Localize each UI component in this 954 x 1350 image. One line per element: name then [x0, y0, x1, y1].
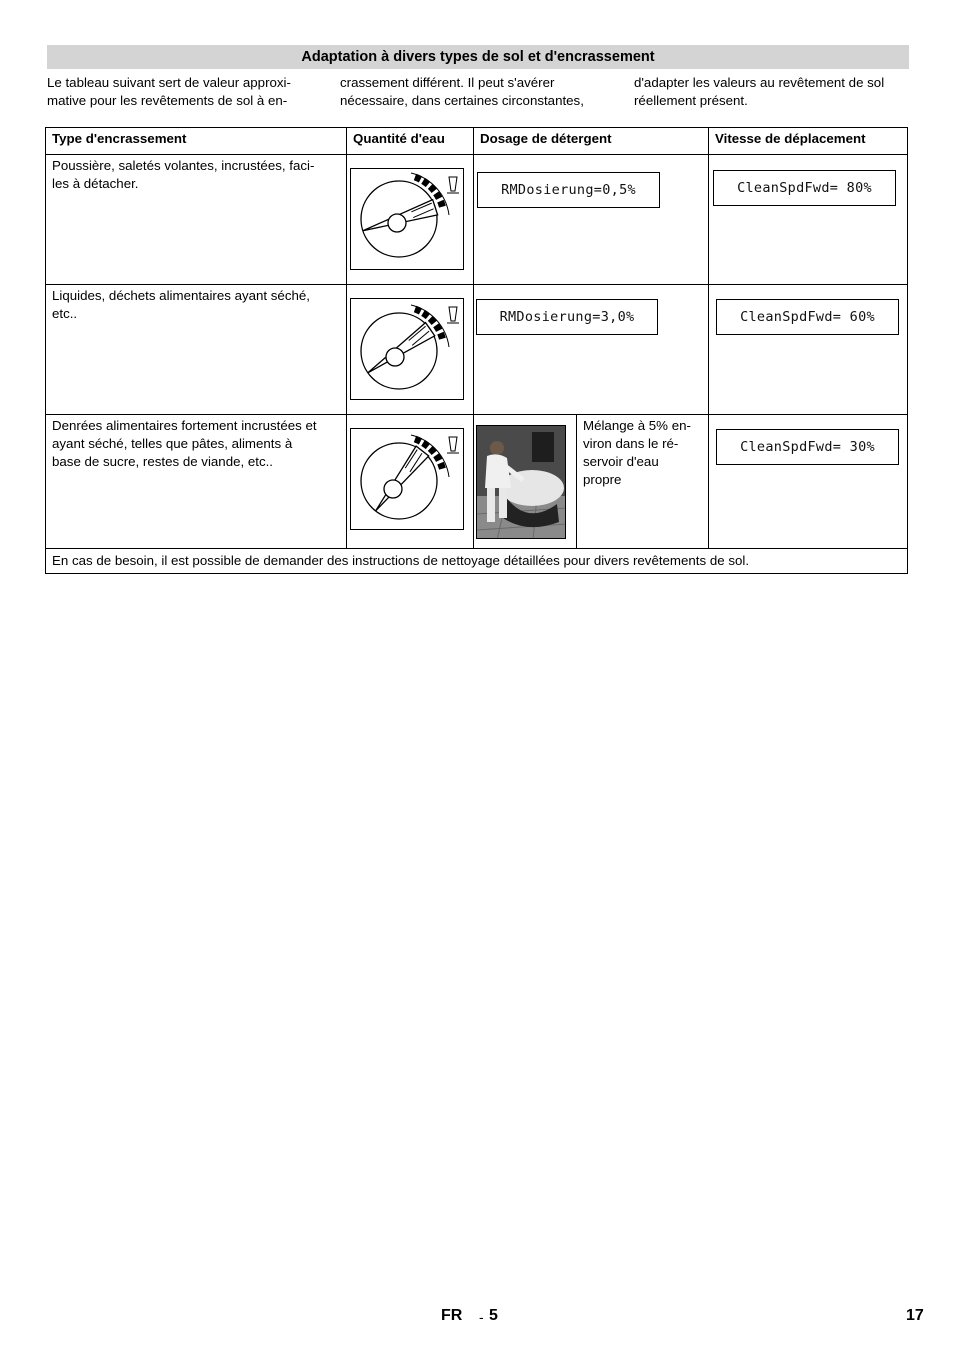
water-cell [347, 415, 474, 549]
soil-type-cell [46, 415, 347, 549]
header-speed: Vitesse de déplacement [709, 128, 908, 155]
speed-cell [709, 285, 908, 415]
speed-display: CleanSpdFwd= 30% [716, 429, 899, 465]
detergent-note: Mélange à 5% en- viron dans le ré- servoir d'eau propre [583, 418, 691, 487]
soil-type-text: Poussière, saletés volantes, incrustées, faci- les à détacher. [52, 158, 315, 191]
speed-display: CleanSpdFwd= 80% [713, 170, 896, 206]
table-row [46, 549, 908, 574]
speed-cell [709, 415, 908, 549]
table-row [46, 285, 908, 415]
operator-filling-tank-photo-icon [476, 425, 566, 539]
detergent-cell [474, 155, 709, 285]
soil-type-cell [46, 155, 347, 285]
water-cell [347, 285, 474, 415]
water-cell [347, 155, 474, 285]
intro-column-1: Le tableau suivant sert de valeur approxi- mative pour les revêtements de sol à en- [47, 75, 291, 108]
page-number: 17 [906, 1307, 924, 1324]
footnote-text: En cas de besoin, il est possible de demander des instructions de nettoyage détaillées pour divers revêtements de sol. [52, 553, 750, 568]
water-quantity-dial-icon [350, 168, 464, 270]
soil-type-text: Denrées alimentaires fortement incrustées et ayant séché, telles que pâtes, aliments à base de sucre, restes de viande, etc.. [52, 418, 317, 469]
intro-column-3: d'adapter les valeurs au revêtement de sol réellement présent. [634, 75, 885, 108]
water-quantity-dial-icon [350, 428, 464, 530]
intro-column-2: crassement différent. Il peut s'avérer nécessaire, dans certaines circonstantes, [340, 75, 584, 108]
settings-table [45, 127, 908, 574]
detergent-cell [474, 285, 709, 415]
soil-type-cell [46, 285, 347, 415]
header-type: Type d'encrassement [46, 128, 347, 155]
detergent-cell [474, 415, 709, 549]
footer-language: FR [441, 1307, 463, 1324]
soil-type-text: Liquides, déchets alimentaires ayant séché, etc.. [52, 288, 310, 321]
section-title: Adaptation à divers types de sol et d'encrassement [47, 45, 909, 69]
header-detergent: Dosage de détergent [474, 128, 709, 155]
table-row [46, 415, 908, 549]
water-quantity-dial-icon [350, 298, 464, 400]
footnote-cell [46, 549, 908, 574]
header-water: Quantité d'eau [347, 128, 474, 155]
speed-display: CleanSpdFwd= 60% [716, 299, 899, 335]
table-row [46, 155, 908, 285]
footer-separator: - [479, 1309, 484, 1325]
table-header-row [46, 128, 908, 155]
footer-section-number: 5 [489, 1307, 498, 1324]
speed-cell [709, 155, 908, 285]
detergent-display: RMDosierung=3,0% [476, 299, 658, 335]
detergent-display: RMDosierung=0,5% [477, 172, 660, 208]
